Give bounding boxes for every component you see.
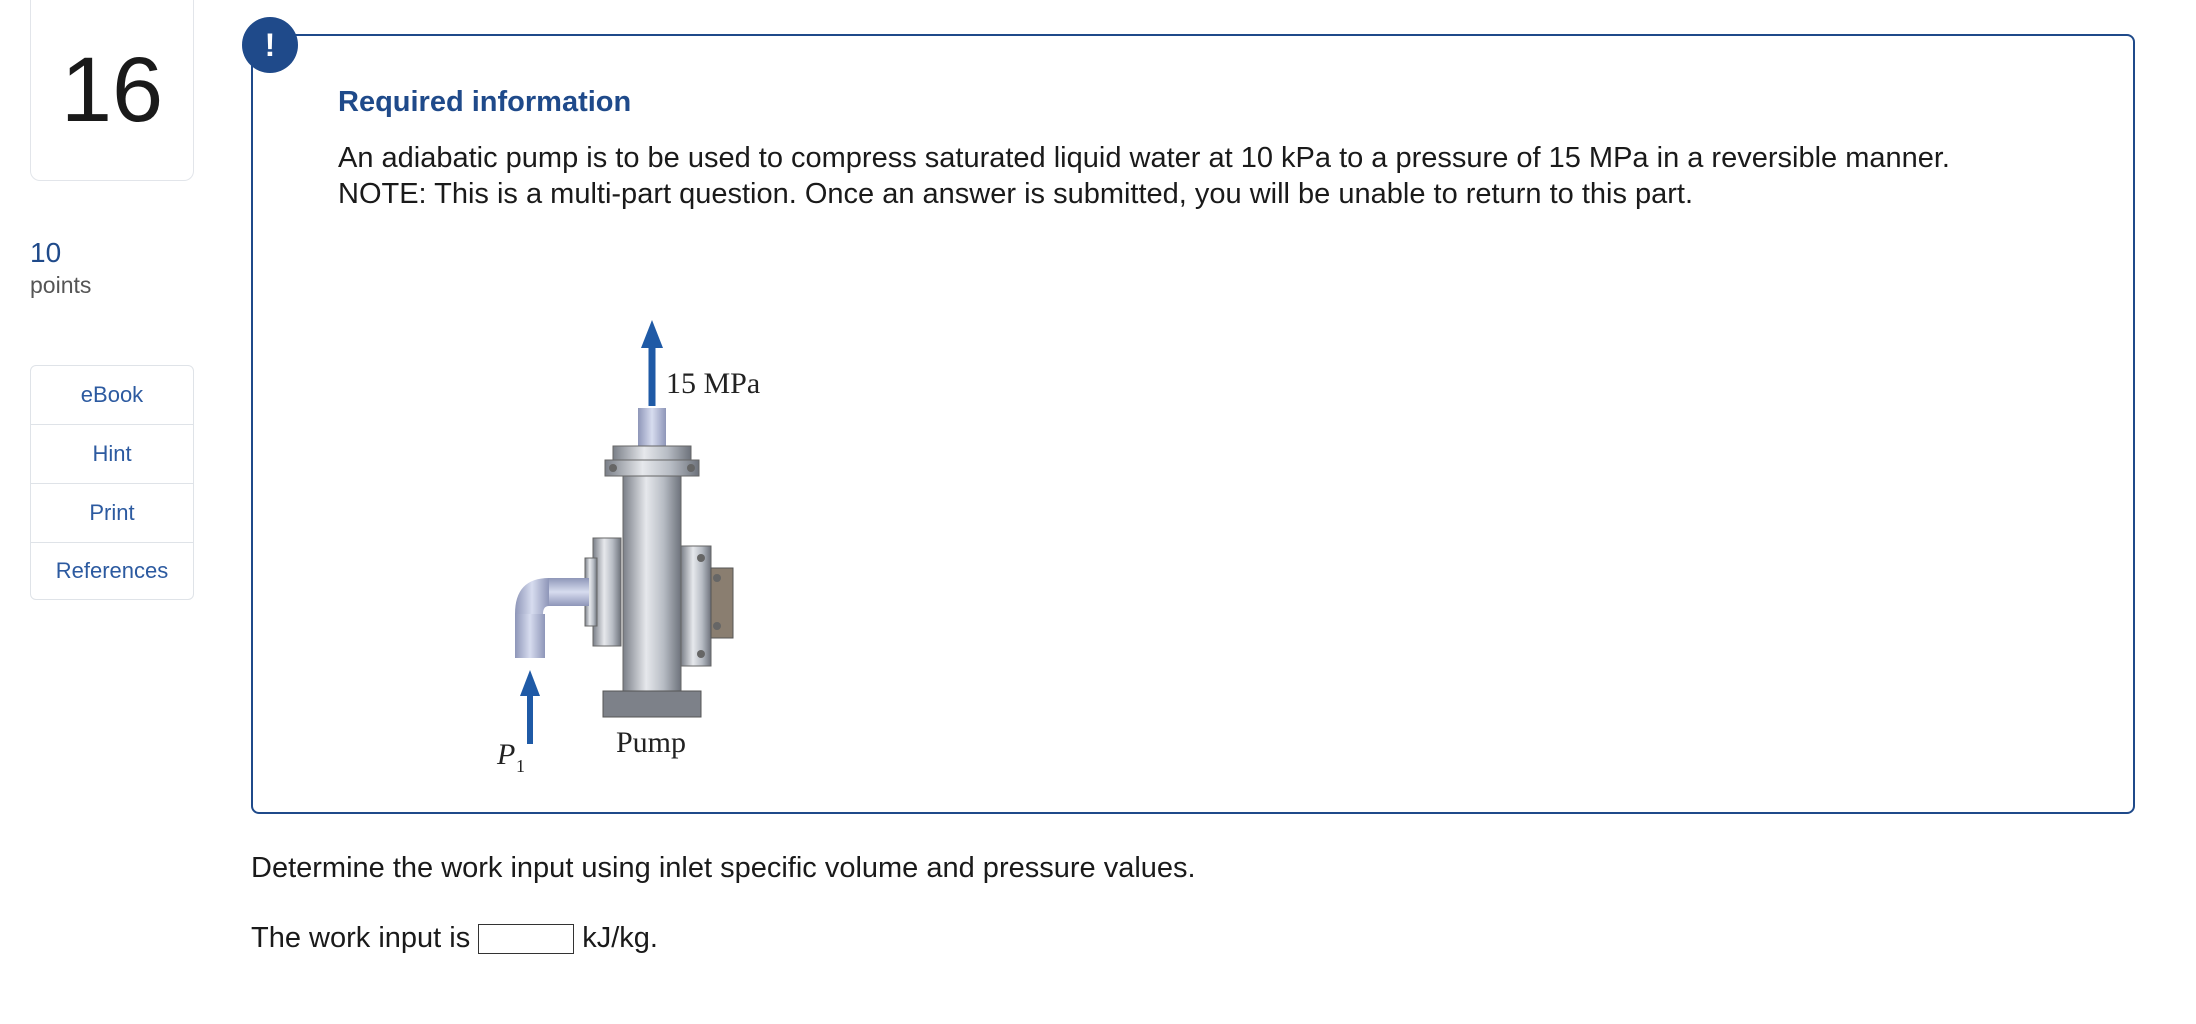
info-text (338, 140, 1998, 212)
references-link[interactable]: References (55, 558, 169, 583)
ebook-link[interactable]: eBook (31, 366, 193, 425)
outlet-arrow-icon (641, 320, 663, 406)
info-title: Required information (338, 86, 632, 118)
question-prompt: Determine the work input using inlet specific volume and pressure values. (251, 852, 1196, 884)
pump-figure (453, 296, 793, 786)
work-input-field[interactable] (478, 924, 574, 954)
answer-prefix: The work input is (251, 922, 471, 954)
inlet-pressure-subscript: 1 (516, 756, 525, 776)
hint-link[interactable]: Hint (31, 425, 193, 484)
points-value: 10 (30, 237, 62, 268)
required-information-box (251, 34, 2135, 814)
print-link[interactable]: Print (31, 484, 193, 543)
info-text-line1: An adiabatic pump is to be used to compress saturated liquid water at 10 kPa to a pressure of 15 MPa in a reversible manner. (338, 142, 1950, 174)
outlet-pressure-label: 15 MPa (666, 367, 761, 400)
pump-label: Pump (616, 726, 687, 759)
points-label: points (30, 272, 92, 298)
alert-icon: ! (242, 17, 298, 73)
answer-row (251, 922, 658, 955)
inlet-pressure-label: P (497, 738, 516, 771)
inlet-arrow-icon (520, 670, 540, 744)
tools-panel (30, 365, 194, 600)
question-number: 16 (30, 0, 194, 181)
info-text-line2: NOTE: This is a multi-part question. Once an answer is submitted, you will be unable to return to this part. (338, 178, 1694, 210)
points-panel (30, 236, 91, 300)
answer-unit: kJ/kg. (582, 922, 658, 954)
